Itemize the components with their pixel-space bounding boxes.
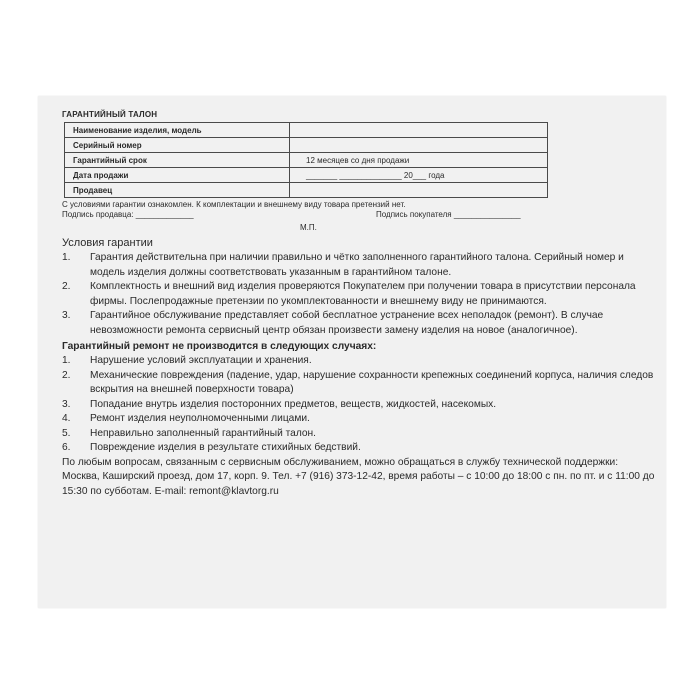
item-number: 5. [62,427,71,439]
list-item [62,398,658,413]
agreement-text: С условиями гарантии ознакомлен. К комплектации и внешнему виду товара претензий нет. [62,200,406,209]
item-text: Ремонт изделия неуполномоченными лицами. [90,413,310,424]
table-row [65,138,548,153]
card-title: ГАРАНТИЙНЫЙ ТАЛОН [62,110,158,119]
row-label-date: Дата продажи [65,168,290,183]
buyer-signature: Подпись покупателя _______________ [376,210,521,219]
list-item [62,427,658,442]
exclusions-list [62,354,658,456]
item-number: 2. [62,369,71,381]
contact-info: По любым вопросам, связанным с сервисным обслуживанием, можно обращаться в службу технической поддержки: Москва, Каширский проезд, дом 17, корп. 9. Тел. +7 (916) 373-12-42, время работы – с 10:00 до 18:00 с пн. по пт. и с 11:00 до 15:30 по субботам. E-mail: remont@klavtorg.ru [62,456,655,497]
item-text: Попадание внутрь изделия посторонних предметов, веществ, жидкостей, насекомых. [90,398,497,410]
list-item [62,441,658,456]
item-text: Гарантия действительна при наличии правильно и чётко заполненного гарантийного талона. Серийный номер и модель изделия должны соответствовать указанным в гарантийном талоне. [90,252,624,278]
table-row [65,168,548,183]
warranty-card-table [64,122,548,198]
list-item [62,354,658,369]
row-value-seller [290,183,548,198]
item-number: 2. [62,281,71,292]
list-item [62,412,658,427]
signatures [62,210,658,221]
row-value-serial [290,138,548,153]
seller-signature: Подпись продавца: _____________ [62,210,194,219]
item-number: 3. [62,310,71,321]
item-text: Нарушение условий эксплуатации и хранения. [90,355,312,366]
conditions-list [62,251,658,338]
conditions-title: Условия гарантии [62,237,153,249]
list-item [62,280,658,309]
item-number: 1. [62,252,71,263]
item-number: 6. [62,442,71,453]
table-row [65,123,548,138]
item-text: Неправильно заполненный гарантийный талон. [90,427,317,439]
row-label-serial: Серийный номер [65,138,290,153]
table-row [65,153,548,168]
item-text: Повреждение изделия в результате стихийных бедствий. [90,442,361,453]
list-item [62,251,658,280]
row-value-term: 12 месяцев со дня продажи [290,153,548,168]
warranty-sheet [38,96,666,608]
row-value-date: _______ ______________ 20___ года [290,168,548,183]
item-text: Механические повреждения (падение, удар, нарушение сохранности крепежных соединений корпуса, наличия следов вскрытия на внешней поверхности товара) [90,369,654,395]
list-item [62,369,658,398]
exclusions-title: Гарантийный ремонт не производится в следующих случаях: [62,341,377,352]
warranty-content [62,110,658,499]
table-row [65,183,548,198]
row-label-term: Гарантийный срок [65,153,290,168]
item-text: Комплектность и внешний вид изделия проверяются Покупателем при получении товара в присутствии персонала фирмы. Послепродажные претензии по укомплектованности и внешнему виду не принимаются. [90,281,636,307]
item-number: 4. [62,413,71,424]
stamp-place: М.П. [300,223,317,232]
row-value-product [290,123,548,138]
list-item [62,309,658,338]
row-label-product: Наименование изделия, модель [65,123,290,138]
item-number: 1. [62,355,71,366]
row-label-seller: Продавец [65,183,290,198]
item-number: 3. [62,398,71,410]
item-text: Гарантийное обслуживание представляет собой бесплатное устранение всех неполадок (ремонт). В случае невозможности ремонта сервисный центр обязан произвести замену изделия на новое (аналогичное). [90,310,604,336]
